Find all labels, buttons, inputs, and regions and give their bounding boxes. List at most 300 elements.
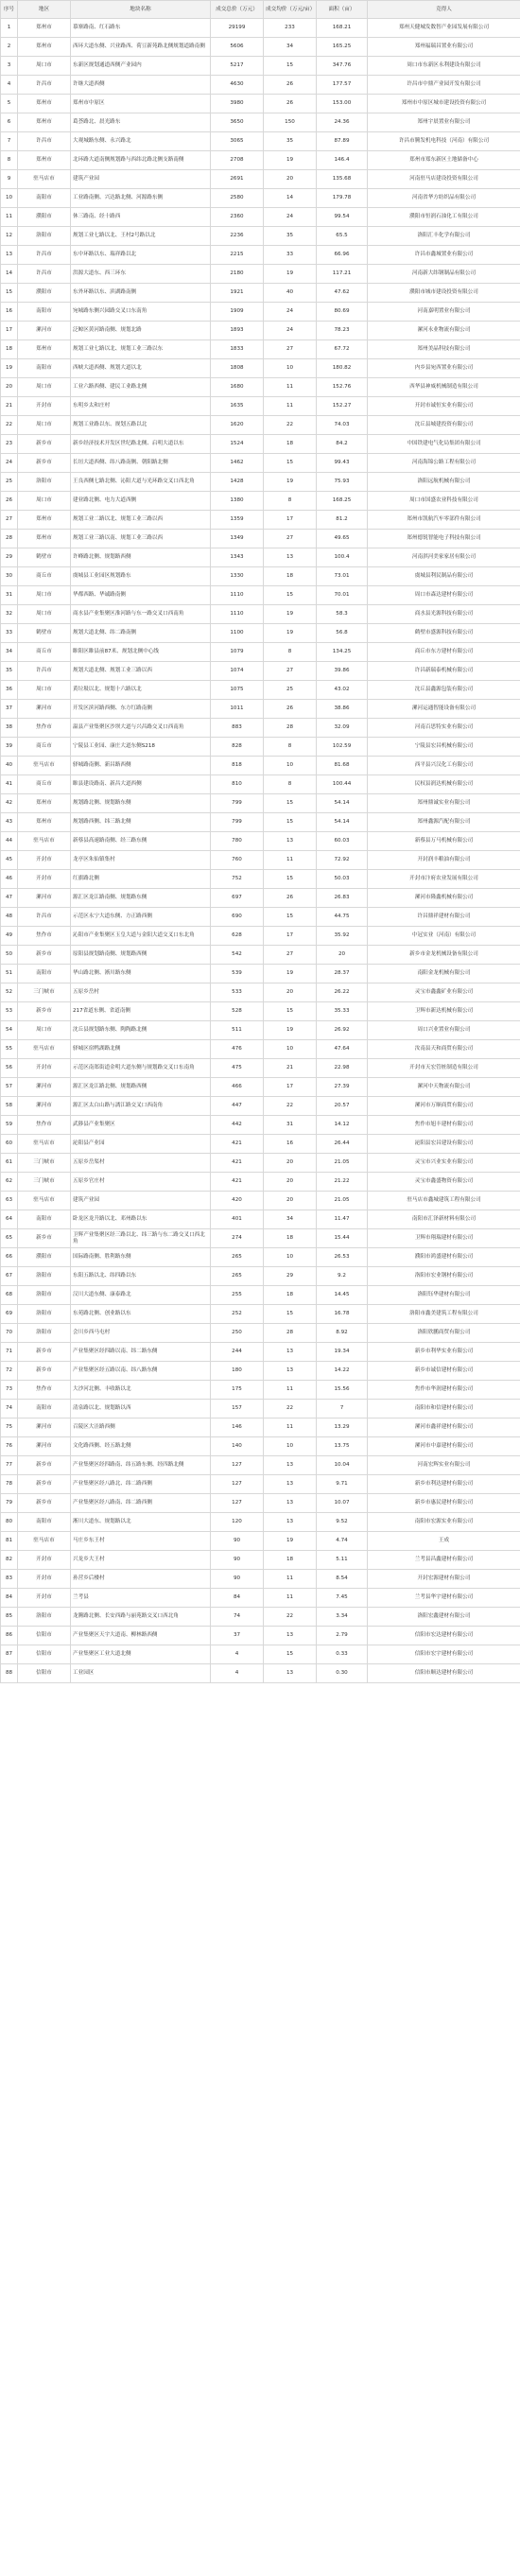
- cell-index: 43: [1, 813, 18, 832]
- cell-total-price: 421: [211, 1135, 264, 1154]
- cell-total-price: 466: [211, 1078, 264, 1097]
- cell-avg-price: 10: [264, 1248, 317, 1267]
- cell-area: 70.01: [317, 586, 368, 605]
- table-row: [1, 19, 520, 38]
- cell-area: 66.96: [317, 246, 368, 265]
- cell-total-price: 1428: [211, 473, 264, 492]
- cell-parcel-name: 卧龙区龙升路以北、邓州路以东: [71, 1210, 211, 1229]
- cell-avg-price: 15: [264, 57, 317, 76]
- cell-area: 135.68: [317, 170, 368, 189]
- cell-buyer: 洛阳欣鹏商贸有限公司: [368, 1324, 520, 1343]
- cell-total-price: 420: [211, 1192, 264, 1210]
- cell-avg-price: 11: [264, 1570, 317, 1589]
- cell-avg-price: 19: [264, 624, 317, 643]
- cell-parcel-name: 规划工业七路以北、规划工业三路以东: [71, 340, 211, 359]
- table-row: [1, 1475, 520, 1494]
- cell-buyer: 许昌新瑞泰机械有限公司: [368, 662, 520, 681]
- cell-buyer: 西平县兴汉化工有限公司: [368, 757, 520, 775]
- cell-parcel-name: 郑州市中原区: [71, 95, 211, 113]
- table-row: [1, 738, 520, 757]
- cell-area: 7: [317, 1400, 368, 1419]
- table-body: [1, 19, 520, 1683]
- cell-region: 驻马店市: [18, 170, 71, 189]
- cell-parcel-name: 东外环路以东、滨湖路南侧: [71, 284, 211, 303]
- table-row: [1, 1437, 520, 1456]
- cell-parcel-name: 产业集聚区经四路南、纬五路东侧、经四路北侧: [71, 1456, 211, 1475]
- cell-area: 11.47: [317, 1210, 368, 1229]
- table-row: [1, 1267, 520, 1286]
- cell-avg-price: 16: [264, 1135, 317, 1154]
- cell-index: 42: [1, 794, 18, 813]
- cell-total-price: 697: [211, 889, 264, 908]
- table-row: [1, 1305, 520, 1324]
- cell-area: 99.43: [317, 454, 368, 473]
- cell-index: 2: [1, 38, 18, 57]
- cell-index: 80: [1, 1513, 18, 1532]
- cell-avg-price: 24: [264, 322, 317, 340]
- cell-region: 许昌市: [18, 132, 71, 151]
- cell-region: 驻马店市: [18, 832, 71, 851]
- cell-area: 44.75: [317, 908, 368, 927]
- cell-avg-price: 26: [264, 95, 317, 113]
- cell-parcel-name: 宁陵县工业园、康庄大道东侧S218: [71, 738, 211, 757]
- cell-index: 6: [1, 113, 18, 132]
- cell-parcel-name: 泌阳县产业园: [71, 1135, 211, 1154]
- cell-parcel-name: 长垣大道西侧、纬八路南侧、朝阳路北侧: [71, 454, 211, 473]
- cell-area: 14.45: [317, 1286, 368, 1305]
- cell-index: 59: [1, 1116, 18, 1135]
- table-row: [1, 1229, 520, 1248]
- cell-buyer: 新蔡县万马机械有限公司: [368, 832, 520, 851]
- cell-buyer: 濮阳市鸿盛建材有限公司: [368, 1248, 520, 1267]
- cell-area: 19.34: [317, 1343, 368, 1362]
- cell-parcel-name: 东新区规划通道西侧产业园内: [71, 57, 211, 76]
- table-row: [1, 1419, 520, 1437]
- cell-index: 61: [1, 1154, 18, 1173]
- table-row: [1, 1210, 520, 1229]
- cell-region: 洛阳市: [18, 1608, 71, 1627]
- cell-buyer: 漯河运通智能设备有限公司: [368, 700, 520, 719]
- cell-parcel-name: 龙腾路北侧、长安西路与丽苑路交叉口西北角: [71, 1608, 211, 1627]
- cell-total-price: 140: [211, 1437, 264, 1456]
- cell-index: 84: [1, 1589, 18, 1608]
- cell-parcel-name: 卫辉产业集聚区经三路以北、纬三路与东二路交叉口西北角: [71, 1229, 211, 1248]
- cell-buyer: 开封市诚恒实业有限公司: [368, 397, 520, 416]
- cell-avg-price: 11: [264, 378, 317, 397]
- table-row: [1, 1324, 520, 1343]
- cell-region: 郑州市: [18, 151, 71, 170]
- table-row: [1, 775, 520, 794]
- cell-buyer: 洛阳宏鑫建材有限公司: [368, 1608, 520, 1627]
- cell-buyer: 河南海锦公路工程有限公司: [368, 454, 520, 473]
- cell-total-price: 442: [211, 1116, 264, 1135]
- cell-area: 15.56: [317, 1381, 368, 1400]
- cell-avg-price: 13: [264, 1513, 317, 1532]
- cell-buyer: 郑州德锐智能电子科技有限公司: [368, 530, 520, 548]
- cell-buyer: 鹤壁市盛源科技有限公司: [368, 624, 520, 643]
- cell-parcel-name: 建业路北侧、电力大道西侧: [71, 492, 211, 511]
- cell-avg-price: 14: [264, 189, 317, 208]
- cell-region: 许昌市: [18, 908, 71, 927]
- table-row: [1, 757, 520, 775]
- cell-region: 三门峡市: [18, 1154, 71, 1173]
- cell-buyer: 焦作市旭丰建材有限公司: [368, 1116, 520, 1135]
- cell-area: 54.14: [317, 813, 368, 832]
- cell-parcel-name: 葛荟路北、晨光路东: [71, 113, 211, 132]
- cell-avg-price: 17: [264, 511, 317, 530]
- table-row: [1, 1192, 520, 1210]
- cell-avg-price: 15: [264, 870, 317, 889]
- table-row: [1, 908, 520, 927]
- cell-area: 73.01: [317, 567, 368, 586]
- cell-area: 22.98: [317, 1059, 368, 1078]
- cell-buyer: 许昌鼎祥建材有限公司: [368, 908, 520, 927]
- cell-avg-price: 15: [264, 1002, 317, 1021]
- cell-index: 33: [1, 624, 18, 643]
- cell-region: 洛阳市: [18, 1267, 71, 1286]
- cell-region: 郑州市: [18, 530, 71, 548]
- table-row: [1, 492, 520, 511]
- cell-avg-price: 19: [264, 473, 317, 492]
- cell-total-price: 1909: [211, 303, 264, 322]
- cell-region: 驻马店市: [18, 1135, 71, 1154]
- cell-parcel-name: 规划路西侧、纬三路北侧: [71, 813, 211, 832]
- cell-region: 新乡市: [18, 1002, 71, 1021]
- cell-parcel-name: 示范区永宁大道东侧、方正路西侧: [71, 908, 211, 927]
- cell-parcel-name: 国际路南侧、胜利路东侧: [71, 1248, 211, 1267]
- cell-parcel-name: 示范区南郑街道金明大道东侧与规划路交叉口东南角: [71, 1059, 211, 1078]
- cell-parcel-name: 召陵区大洼路西侧: [71, 1419, 211, 1437]
- cell-buyer: 西华县神威机械制造有限公司: [368, 378, 520, 397]
- cell-buyer: 郑州鑫源汽配有限公司: [368, 813, 520, 832]
- cell-area: 24.36: [317, 113, 368, 132]
- cell-buyer: 河南嘉明置业有限公司: [368, 303, 520, 322]
- cell-parcel-name: 原阳县规划路南侧、规划路西侧: [71, 946, 211, 965]
- cell-area: 35.33: [317, 1002, 368, 1021]
- cell-index: 53: [1, 1002, 18, 1021]
- cell-area: 78.23: [317, 322, 368, 340]
- cell-region: 许昌市: [18, 662, 71, 681]
- cell-parcel-name: 马庄乡东王村: [71, 1532, 211, 1551]
- table-row: [1, 359, 520, 378]
- cell-area: 38.86: [317, 700, 368, 719]
- cell-avg-price: 15: [264, 1305, 317, 1324]
- cell-avg-price: 11: [264, 397, 317, 416]
- cell-avg-price: 13: [264, 1456, 317, 1475]
- cell-region: 郑州市: [18, 113, 71, 132]
- cell-avg-price: 233: [264, 19, 317, 38]
- cell-buyer: 洛阳市鑫美建筑工程有限公司: [368, 1305, 520, 1324]
- cell-total-price: 1330: [211, 567, 264, 586]
- cell-index: 57: [1, 1078, 18, 1097]
- cell-total-price: 120: [211, 1513, 264, 1532]
- cell-parcel-name: 工业六路西侧、建民工业路北侧: [71, 378, 211, 397]
- cell-total-price: 1524: [211, 435, 264, 454]
- table-row: [1, 1381, 520, 1400]
- cell-avg-price: 28: [264, 719, 317, 738]
- cell-avg-price: 13: [264, 548, 317, 567]
- cell-region: 郑州市: [18, 340, 71, 359]
- cell-area: 75.93: [317, 473, 368, 492]
- cell-total-price: 539: [211, 965, 264, 983]
- cell-parcel-name: 新乡经济技术开发区世纪路北侧、启明大道以东: [71, 435, 211, 454]
- cell-area: 152.76: [317, 378, 368, 397]
- cell-buyer: 周口市森达建材有限公司: [368, 586, 520, 605]
- cell-avg-price: 18: [264, 1551, 317, 1570]
- cell-buyer: 南阳市和信建材有限公司: [368, 1400, 520, 1419]
- cell-index: 4: [1, 76, 18, 95]
- cell-area: 26.22: [317, 983, 368, 1002]
- cell-index: 52: [1, 983, 18, 1002]
- cell-area: 102.59: [317, 738, 368, 757]
- cell-buyer: 商水县光源科技有限公司: [368, 605, 520, 624]
- cell-total-price: 533: [211, 983, 264, 1002]
- cell-avg-price: 13: [264, 1343, 317, 1362]
- cell-index: 49: [1, 927, 18, 946]
- cell-buyer: 南阳金龙机械有限公司: [368, 965, 520, 983]
- table-row: [1, 1664, 520, 1683]
- cell-area: 26.44: [317, 1135, 368, 1154]
- cell-avg-price: 25: [264, 681, 317, 700]
- cell-parcel-name: 东苑路北侧、创业路以东: [71, 1305, 211, 1324]
- cell-buyer: 许昌市鑫城置业有限公司: [368, 246, 520, 265]
- cell-total-price: 810: [211, 775, 264, 794]
- cell-region: 郑州市: [18, 38, 71, 57]
- table-row: [1, 151, 520, 170]
- cell-index: 26: [1, 492, 18, 511]
- cell-total-price: 29199: [211, 19, 264, 38]
- cell-index: 66: [1, 1248, 18, 1267]
- cell-buyer: 漯河市中嘉建材有限公司: [368, 1437, 520, 1456]
- cell-parcel-name: 许峰路北侧、规划路西侧: [71, 548, 211, 567]
- cell-index: 11: [1, 208, 18, 227]
- cell-buyer: 驻马店市鑫城建筑工程有限公司: [368, 1192, 520, 1210]
- cell-index: 3: [1, 57, 18, 76]
- cell-index: 67: [1, 1267, 18, 1286]
- table-row: [1, 1078, 520, 1097]
- cell-total-price: 799: [211, 813, 264, 832]
- cell-avg-price: 26: [264, 889, 317, 908]
- cell-avg-price: 18: [264, 567, 317, 586]
- cell-buyer: 河南百思特实业有限公司: [368, 719, 520, 738]
- cell-region: 周口市: [18, 605, 71, 624]
- cell-buyer: 濮阳市恒润石油化工有限公司: [368, 208, 520, 227]
- cell-buyer: 郑州市郑东新区土地储备中心: [368, 151, 520, 170]
- cell-parcel-name: 淅川大道东、规划路以北: [71, 1513, 211, 1532]
- cell-parcel-name: 北环路大道南侧规划路与西纬北路北侧支路南侧: [71, 151, 211, 170]
- cell-index: 15: [1, 284, 18, 303]
- cell-parcel-name: 东阳五路以北、纬四路以东: [71, 1267, 211, 1286]
- header-total-price: 成交总价（万元）: [211, 1, 264, 19]
- cell-area: 50.03: [317, 870, 368, 889]
- cell-region: 鹤壁市: [18, 624, 71, 643]
- table-row: [1, 1645, 520, 1664]
- cell-region: 漯河市: [18, 1419, 71, 1437]
- table-row: [1, 303, 520, 322]
- cell-region: 新乡市: [18, 1343, 71, 1362]
- cell-area: 60.03: [317, 832, 368, 851]
- cell-parcel-name: 汉川大道东侧、康泰路北: [71, 1286, 211, 1305]
- cell-region: 周口市: [18, 1021, 71, 1040]
- table-row: [1, 132, 520, 151]
- cell-area: 180.82: [317, 359, 368, 378]
- table-row: [1, 1135, 520, 1154]
- cell-avg-price: 18: [264, 1286, 317, 1305]
- cell-area: 16.78: [317, 1305, 368, 1324]
- cell-index: 13: [1, 246, 18, 265]
- cell-area: 21.05: [317, 1154, 368, 1173]
- cell-parcel-name: 西环大道东侧、兴业路西、荷豆新苑路北侧规划道路南侧: [71, 38, 211, 57]
- cell-index: 71: [1, 1343, 18, 1362]
- cell-total-price: 883: [211, 719, 264, 738]
- cell-buyer: 灵宝市鑫鑫矿业有限公司: [368, 983, 520, 1002]
- cell-avg-price: 19: [264, 1532, 317, 1551]
- cell-total-price: 542: [211, 946, 264, 965]
- cell-area: 146.4: [317, 151, 368, 170]
- table-row: [1, 473, 520, 492]
- cell-area: 0.30: [317, 1664, 368, 1683]
- cell-index: 45: [1, 851, 18, 870]
- cell-index: 62: [1, 1173, 18, 1192]
- cell-index: 48: [1, 908, 18, 927]
- cell-avg-price: 8: [264, 738, 317, 757]
- cell-parcel-name: 龙亭区朱仙镇集村: [71, 851, 211, 870]
- cell-avg-price: 8: [264, 643, 317, 662]
- cell-area: 47.64: [317, 1040, 368, 1059]
- cell-total-price: 1349: [211, 530, 264, 548]
- cell-avg-price: 19: [264, 965, 317, 983]
- cell-buyer: 郑州市凯航汽车零部件有限公司: [368, 511, 520, 530]
- cell-region: 新乡市: [18, 1362, 71, 1381]
- cell-region: 商丘市: [18, 775, 71, 794]
- cell-index: 58: [1, 1097, 18, 1116]
- cell-parcel-name: 兰考县: [71, 1589, 211, 1608]
- table-row: [1, 946, 520, 965]
- cell-parcel-name: 华山路北侧、淅川路东侧: [71, 965, 211, 983]
- cell-index: 23: [1, 435, 18, 454]
- cell-index: 7: [1, 132, 18, 151]
- cell-parcel-name: 商水县产业集聚区淮河路与东一路交叉口西南角: [71, 605, 211, 624]
- cell-total-price: 1380: [211, 492, 264, 511]
- cell-buyer: 卫辉市新达机械有限公司: [368, 1002, 520, 1021]
- cell-buyer: 新乡市诚信建材有限公司: [368, 1362, 520, 1381]
- table-row: [1, 511, 520, 530]
- cell-area: 9.71: [317, 1475, 368, 1494]
- cell-buyer: 洛阳钰华建材有限公司: [368, 1286, 520, 1305]
- cell-index: 5: [1, 95, 18, 113]
- cell-region: 开封市: [18, 870, 71, 889]
- cell-buyer: 灵宝市鑫盛物资有限公司: [368, 1173, 520, 1192]
- cell-parcel-name: 五原乡官庄村: [71, 1173, 211, 1192]
- table-header-row: [1, 1, 520, 19]
- cell-area: 13.29: [317, 1419, 368, 1437]
- cell-parcel-name: 泛鲸区黄河路南侧、规划北路: [71, 322, 211, 340]
- table-row: [1, 38, 520, 57]
- table-row: [1, 113, 520, 132]
- cell-index: 77: [1, 1456, 18, 1475]
- table-row: [1, 813, 520, 832]
- cell-index: 69: [1, 1305, 18, 1324]
- cell-index: 55: [1, 1040, 18, 1059]
- cell-total-price: 799: [211, 794, 264, 813]
- cell-area: 0.33: [317, 1645, 368, 1664]
- table-row: [1, 1456, 520, 1475]
- table-row: [1, 1040, 520, 1059]
- table-row: [1, 567, 520, 586]
- cell-buyer: 宁陵县宏昌机械有限公司: [368, 738, 520, 757]
- cell-region: 三门峡市: [18, 983, 71, 1002]
- cell-region: 新乡市: [18, 946, 71, 965]
- cell-region: 濮阳市: [18, 208, 71, 227]
- cell-avg-price: 33: [264, 246, 317, 265]
- table-row: [1, 1116, 520, 1135]
- cell-parcel-name: 宛城路东侧兴园路交叉口东南角: [71, 303, 211, 322]
- table-row: [1, 586, 520, 605]
- cell-total-price: 818: [211, 757, 264, 775]
- cell-area: 10.04: [317, 1456, 368, 1475]
- cell-region: 南阳市: [18, 1210, 71, 1229]
- cell-buyer: 王成: [368, 1532, 520, 1551]
- cell-avg-price: 19: [264, 151, 317, 170]
- cell-area: 81.68: [317, 757, 368, 775]
- cell-buyer: 开封市汴府农业发展有限公司: [368, 870, 520, 889]
- cell-region: 郑州市: [18, 95, 71, 113]
- cell-parcel-name: 工业路南侧、兴达路北侧、河源路东侧: [71, 189, 211, 208]
- cell-avg-price: 22: [264, 1608, 317, 1627]
- table-row: [1, 530, 520, 548]
- cell-total-price: 127: [211, 1475, 264, 1494]
- cell-index: 72: [1, 1362, 18, 1381]
- cell-area: 15.44: [317, 1229, 368, 1248]
- cell-avg-price: 20: [264, 1173, 317, 1192]
- cell-index: 60: [1, 1135, 18, 1154]
- cell-parcel-name: 新蔡县高速路南侧、经三路东侧: [71, 832, 211, 851]
- cell-region: 许昌市: [18, 246, 71, 265]
- cell-avg-price: 11: [264, 851, 317, 870]
- table-row: [1, 378, 520, 397]
- cell-avg-price: 15: [264, 908, 317, 927]
- table-row: [1, 1532, 520, 1551]
- cell-index: 68: [1, 1286, 18, 1305]
- cell-region: 南阳市: [18, 303, 71, 322]
- cell-avg-price: 20: [264, 170, 317, 189]
- cell-index: 74: [1, 1400, 18, 1419]
- cell-parcel-name: 规划工业路以东、规划五路以北: [71, 416, 211, 435]
- cell-avg-price: 40: [264, 284, 317, 303]
- cell-area: 5.11: [317, 1551, 368, 1570]
- cell-parcel-name: 开发区滨河路西侧、东方红路南侧: [71, 700, 211, 719]
- cell-buyer: 河南宏辉实业有限公司: [368, 1456, 520, 1475]
- cell-total-price: 2215: [211, 246, 264, 265]
- cell-total-price: 2580: [211, 189, 264, 208]
- table-row: [1, 851, 520, 870]
- cell-region: 新乡市: [18, 1456, 71, 1475]
- cell-total-price: 5217: [211, 57, 264, 76]
- table-row: [1, 662, 520, 681]
- cell-avg-price: 29: [264, 1267, 317, 1286]
- cell-region: 漯河市: [18, 322, 71, 340]
- cell-index: 51: [1, 965, 18, 983]
- cell-avg-price: 31: [264, 1116, 317, 1135]
- cell-area: 152.27: [317, 397, 368, 416]
- table-row: [1, 227, 520, 246]
- cell-buyer: 沈丘县城建投资有限公司: [368, 416, 520, 435]
- cell-index: 86: [1, 1627, 18, 1645]
- cell-parcel-name: 产业集聚区经四路以南、纬二路东侧: [71, 1343, 211, 1362]
- cell-area: 165.25: [317, 38, 368, 57]
- cell-region: 南阳市: [18, 189, 71, 208]
- cell-parcel-name: 华都西路、华诚路南侧: [71, 586, 211, 605]
